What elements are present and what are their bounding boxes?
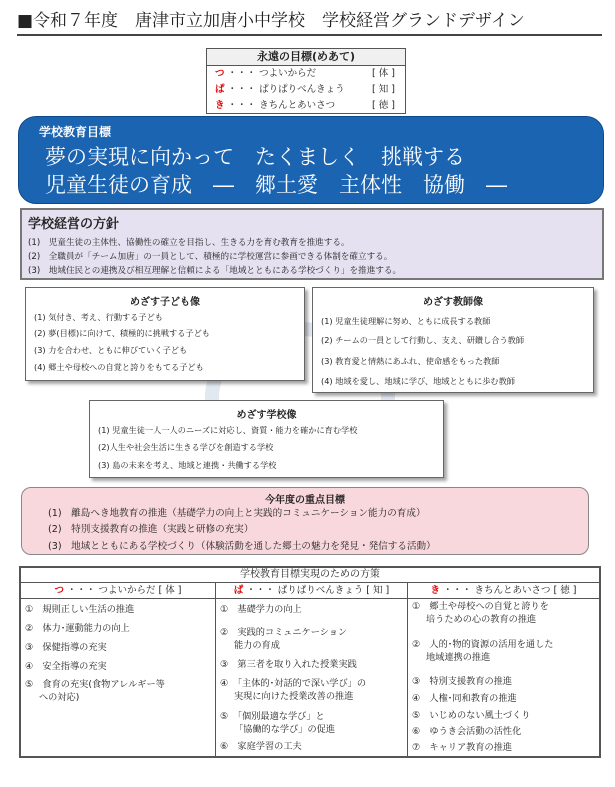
school-image-item: (2)人生や社会生活に生きる学びを創造する学校 <box>98 442 274 452</box>
focus-goal-item: (3) 地域とともにある学校づくり（体験活動を通した郷土の魅力を発見・発信する活動） <box>48 541 436 552</box>
policy-item: (1) 児童生徒の主体性、協働性の確立を目指し、生きる力を育む教育を推進する。 <box>28 238 350 248</box>
measure-item: ① 基礎学力の向上 <box>220 604 302 615</box>
child-image-item: (3) 力を合わせ、ともに伸びていく子ども <box>34 345 188 355</box>
management-policy <box>20 208 604 280</box>
eternal-goal-bracket: [ 知 ] <box>372 84 395 95</box>
eternal-goal-text: ・・・ つよいからだ <box>227 68 317 79</box>
policy-item: (2) 全職員が「チーム加唐」の一員として、積極的に学校運営に参画できる体制を確立する。 <box>28 252 393 262</box>
eternal-goal-text: ・・・ ぱりぱりべんきょう <box>227 84 345 95</box>
education-goal-line-1: 夢の実現に向かって たくましく 挑戦する <box>45 145 465 169</box>
column-key: ぱ <box>233 585 244 596</box>
target-teacher-image <box>312 287 594 393</box>
measure-item: ① 規則正しい生活の推進 <box>25 604 135 615</box>
school-image-item: (3) 島の未来を考え、地域と連携・共働する学校 <box>98 460 277 470</box>
column-head-text: ・・・ きちんとあいさつ [ 徳 ] <box>443 585 577 596</box>
eternal-goal-heading: 永遠の目標(めあて) <box>207 49 405 66</box>
eternal-goal-row <box>207 66 405 82</box>
school-image-label: めざす学校像 <box>236 410 297 421</box>
teacher-image-item: (2) チームの一員として行動し、支え、研鑽し合う教師 <box>321 335 525 345</box>
child-image-label: めざす子ども像 <box>130 297 200 308</box>
eternal-goal-key: つ <box>215 68 225 79</box>
measure-item: ① 郷土や母校への自覚と誇りを <box>412 601 549 612</box>
measure-item-continued: 実現に向けた授業改善の推進 <box>234 691 354 702</box>
eternal-goal-bracket: [ 徳 ] <box>372 100 395 111</box>
education-goal-label: 学校教育目標 <box>39 125 112 139</box>
measure-item: ⑥ 家庭学習の工夫 <box>220 741 302 752</box>
teacher-image-item: (1) 児童生徒理解に努め、ともに成長する教師 <box>321 316 491 326</box>
column-key: き <box>430 585 440 596</box>
measure-item: ③ 特別支援教育の推進 <box>412 676 513 687</box>
measure-item: ⑦ キャリア教育の推進 <box>412 742 513 753</box>
measure-item: ④ 人権･同和教育の推進 <box>412 693 517 704</box>
measures-column-heart <box>408 583 599 756</box>
child-image-item: (2) 夢(目標)に向けて、積極的に挑戦する子ども <box>34 328 210 338</box>
child-image-item: (1) 気付き、考え、行動する子ども <box>34 312 163 322</box>
eternal-goal-box <box>206 48 406 114</box>
policy-label: 学校経営の方針 <box>28 217 120 232</box>
teacher-image-item: (4) 地域を愛し、地域に学び、地域とともに歩む教師 <box>321 376 515 386</box>
measures-column-body <box>21 583 216 756</box>
measure-item: ⑤ いじめのない風土づくり <box>412 710 531 721</box>
measure-item: ③ 保健指導の充実 <box>25 642 107 653</box>
focus-goal-item: (2) 特別支援教育の推進（実践と研修の充実） <box>48 524 254 535</box>
measure-item: ③ 第三者を取り入れた授業実践 <box>220 659 357 670</box>
school-education-goal <box>18 116 604 204</box>
education-goal-line-2: 児童生徒の育成 ― 郷土愛 主体性 協働 ― <box>45 173 507 197</box>
measure-item: ② 体力･運動能力の向上 <box>25 623 130 634</box>
focus-goals <box>21 487 589 555</box>
measures-table <box>19 566 601 758</box>
measure-item: ⑤ 食育の充実(食物アレルギー等 <box>25 679 165 690</box>
column-head-text: ・・・ ぱりぱりべんきょう [ 知 ] <box>246 585 390 596</box>
school-image-item: (1) 児童生徒一人一人のニーズに対応し、資質・能力を確かに育む学校 <box>98 425 358 435</box>
measure-item-continued: 「協働的な学び」の促進 <box>234 724 336 735</box>
measure-item: ④ 安全指導の充実 <box>25 661 107 672</box>
measure-item: ⑤ 「個別最適な学び」と <box>220 711 325 722</box>
eternal-goal-text: ・・・ きちんとあいさつ <box>227 100 336 111</box>
measures-column-mind <box>216 583 408 756</box>
measure-item: ② 人的･物的資源の活用を通した <box>412 639 554 650</box>
column-head-text: ・・・ つよいからだ [ 体 ] <box>67 585 182 596</box>
focus-goal-item: (1) 離島へき地教育の推進（基礎学力の向上と実践的コミュニケーション能力の育成） <box>48 508 426 519</box>
target-child-image <box>25 287 305 381</box>
focus-goals-label: 今年度の重点目標 <box>265 495 345 506</box>
measure-item-continued: 培うための心の教育の推進 <box>426 614 537 625</box>
target-school-image <box>89 400 444 478</box>
measure-item: ② 実践的コミュニケーション <box>220 627 348 638</box>
measure-item: ④ 「主体的･対話的で深い学び」の <box>220 678 367 689</box>
teacher-image-label: めざす教師像 <box>423 297 483 308</box>
eternal-goal-bracket: [ 体 ] <box>372 68 395 79</box>
column-key: つ <box>54 585 64 596</box>
measure-item-continued: 地域連携の推進 <box>426 652 491 663</box>
child-image-item: (4) 郷土や母校への自覚と誇りをもてる子ども <box>34 362 204 372</box>
measures-column-head <box>216 583 407 599</box>
eternal-goal-key: ぱ <box>215 84 225 95</box>
teacher-image-item: (3) 教育愛と情熱にあふれ、使命感をもった教師 <box>321 356 500 366</box>
page-title: ■令和７年度 唐津市立加唐小中学校 学校経営グランドデザイン <box>17 8 602 36</box>
eternal-goal-row <box>207 98 405 114</box>
measure-item: ⑥ ゆうき会活動の活性化 <box>412 726 522 737</box>
measures-column-head <box>21 583 215 599</box>
measures-heading: 学校教育目標実現のための方策 <box>21 568 599 583</box>
eternal-goal-key: き <box>215 100 225 111</box>
measures-column-head <box>408 583 599 599</box>
measure-item-continued: への対応) <box>39 692 80 703</box>
eternal-goal-row <box>207 82 405 98</box>
measure-item-continued: 能力の育成 <box>234 640 280 651</box>
policy-item: (3) 地域住民との連携及び相互理解と信頼による「地域とともにある学校づくり」を推進する。 <box>28 266 402 276</box>
